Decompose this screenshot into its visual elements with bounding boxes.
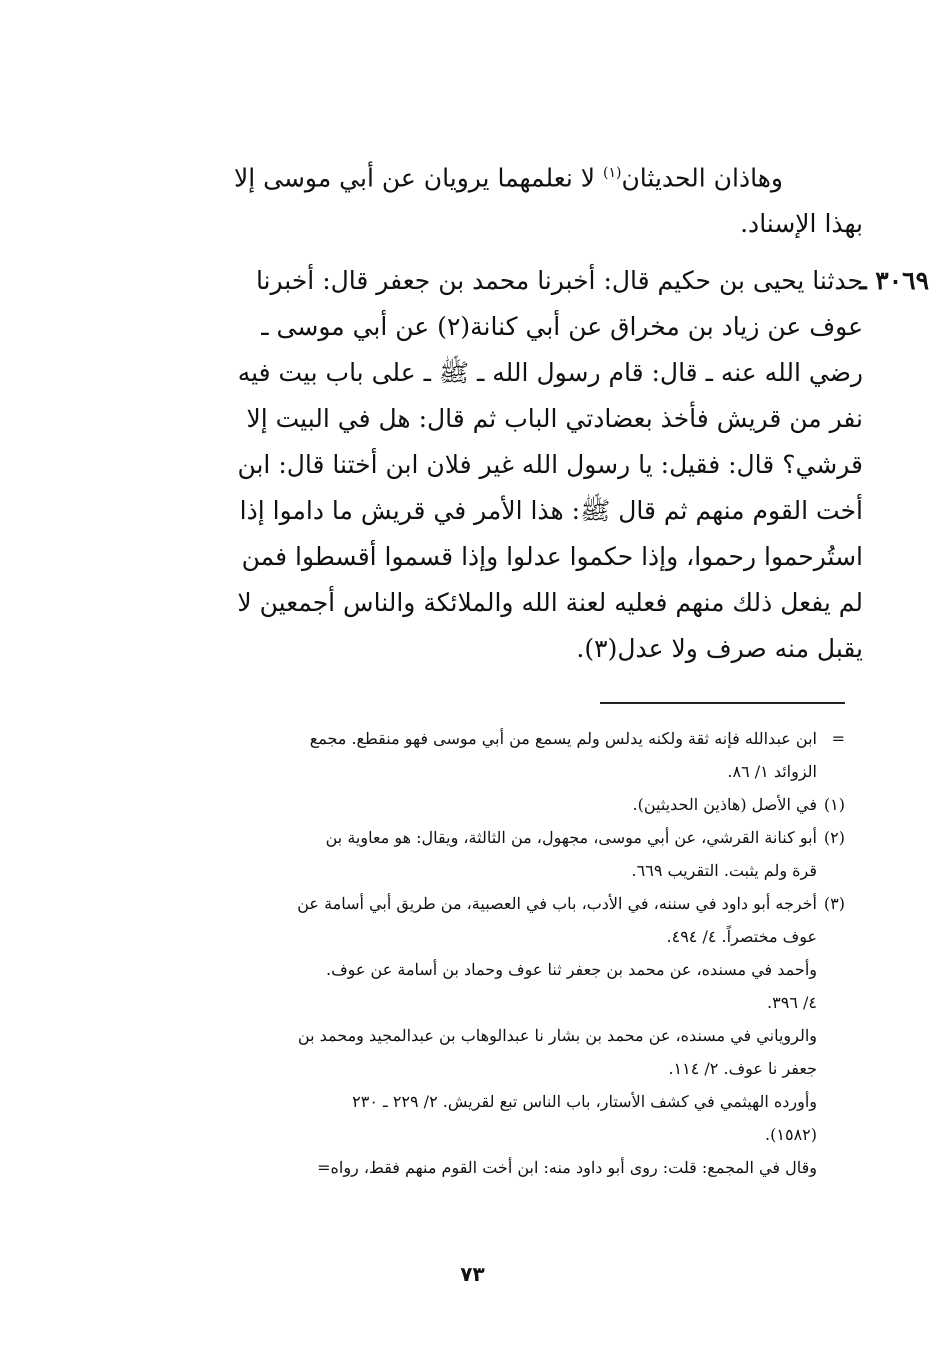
hadith-line: استُرحموا رحموا، وإذا حكموا عدلوا وإذا قسموا أقسطوا فمن: [241, 542, 863, 571]
hadith-line: حدثنا يحيى بن حكيم قال: أخبرنا محمد بن جعفر قال: أخبرنا: [255, 266, 863, 295]
footnote-continued: [155, 722, 845, 788]
footnote-marker: (٢): [823, 828, 845, 847]
footnote-line: جعفر نا عوف. ٢/ ١١٤.: [668, 1059, 817, 1078]
footnote-line: ابن عبدالله فإنه ثقة ولكنه يدلس ولم يسمع من أبي موسى فهو منقطع. مجمع: [309, 729, 817, 748]
footnote-marker: (١): [823, 795, 845, 814]
footnote-3-majma: [155, 1151, 845, 1184]
hadith-3069: [163, 258, 929, 672]
hadith-line: رضي الله عنه ـ قال: قام رسول الله ـ ﷺ ـ على باب بيت فيه: [237, 358, 863, 387]
footnote-line: وأورده الهيثمي في كشف الأستار، باب الناس تبع لقريش. ٢/ ٢٢٩ ـ ٢٣٠: [352, 1092, 817, 1111]
footnote-line: قرة ولم يثبت. التقريب ٦٦٩.: [631, 861, 817, 880]
footnote-line: (١٥٨٢).: [765, 1125, 817, 1144]
footnote-3-ruyani: [155, 1019, 845, 1085]
hadith-line: يقبل منه صرف ولا عدل(٣).: [576, 634, 863, 663]
footnote-marker: (٣): [823, 894, 845, 913]
footnote-line: في الأصل (هاذين الحديثين).: [632, 795, 817, 814]
hadith-line: أخت القوم منهم ثم قال ﷺ: هذا الأمر في قريش ما داموا إذا: [239, 496, 863, 525]
hadith-line: عوف عن زياد بن مخراق عن أبي كنانة(٢) عن أبي موسى ـ: [261, 312, 863, 341]
footnote-line: أخرجه أبو داود في سننه، في الأدب، باب في العصبية، من طريق أبي أسامة عن: [297, 894, 817, 913]
footnote-line: والروياني في مسنده، عن محمد بن بشار نا عبدالوهاب بن عبدالمجيد ومحمد بن: [297, 1026, 817, 1045]
hadith-number: ٣٠٦٩ ـ: [859, 266, 929, 295]
intro-line-1: وهاذان الحديثان$^{(١)}$ لا نعلمهما يرويان عن أبي موسى إلا: [233, 163, 783, 193]
hadith-line: قرشي؟ قال: فقيل: يا رسول الله غير فلان ابن أختنا قال: ابن: [237, 450, 863, 479]
footnote-line: أبو كنانة القرشي، عن أبي موسى، مجهول، من الثالثة، ويقال: هو معاوية بن: [325, 828, 817, 847]
footnotes: [155, 722, 845, 1184]
footnote-line: ٤/ ٣٩٦.: [767, 993, 817, 1012]
continuation-marker: =: [831, 729, 845, 748]
footnote-ref-1[interactable]: (١): [602, 165, 622, 181]
intro-line-2: بهذا الإسناد.: [740, 209, 863, 239]
footnote-line: وأحمد في مسنده، عن محمد بن جعفر ثنا عوف وحماد بن أسامة عن عوف.: [325, 960, 817, 979]
footnote-3: [155, 887, 845, 953]
footnote-line: عوف مختصراً. ٤/ ٤٩٤.: [666, 927, 817, 946]
footnote-separator: [600, 702, 845, 704]
intro-paragraph: [163, 150, 863, 247]
footnote-3-ahmad: [155, 953, 845, 1019]
page-number: ٧٣: [460, 1262, 485, 1286]
footnote-line: وقال في المجمع: قلت: روى أبو داود منه: ابن أخت القوم منهم فقط، رواه=: [317, 1158, 817, 1177]
footnote-1: [155, 788, 845, 821]
hadith-line: نفر من قريش فأخذ بعضادتي الباب ثم قال: هل في البيت إلا: [246, 404, 863, 433]
footnote-line: الزوائد ١/ ٨٦.: [727, 762, 817, 781]
footnote-3-haythami: [155, 1085, 845, 1151]
hadith-line: لم يفعل ذلك منهم فعليه لعنة الله والملائكة والناس أجمعين لا: [237, 588, 863, 617]
footnote-2: [155, 821, 845, 887]
